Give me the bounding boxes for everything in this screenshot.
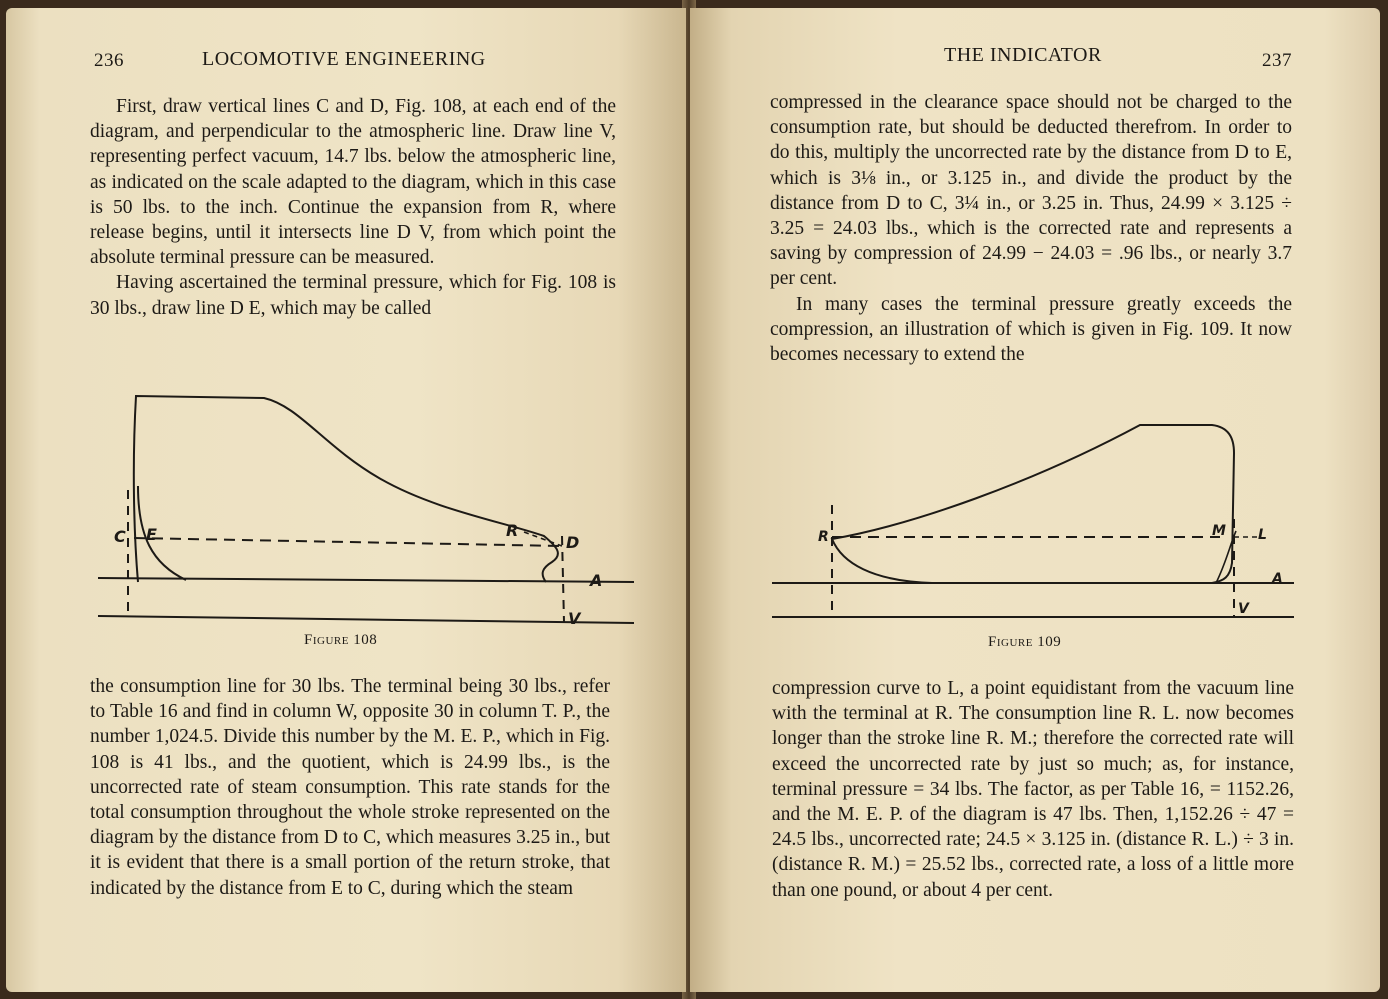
figure-108-caption: Figure 108 bbox=[304, 632, 378, 648]
right-paragraph-3: compression curve to L, a point equidistant from the vacuum line with the terminal at R. The consumption line R. L. now becomes longer than the stroke line R. M.; therefore the corrected rate will exceed the uncorrected rate by just so much; as, for instance, terminal pressure = 34 lbs. The factor, as per Table 16, = 1152.26, and the M. E. P. of the diagram is 47 lbs. Then, 1,152.26 ÷ 47 = 24.5 lbs., uncorrected rate; 24.5 × 3.125 in. (distance R. L.) ÷ 3 in. (distance R. M.) = 25.52 lbs., corrected rate, a loss of a little more than one pound, or about 4 per cent. bbox=[772, 678, 1294, 901]
left-paragraph-1: First, draw vertical lines C and D, Fig. 108, at each end of the diagram, and perpendicular to the atmospheric line. Draw line V, representing perfect vacuum, 14.7 lbs. below the atmospheric line, as indicated on the scale adapted to the diagram, which in this case is 50 lbs. to the inch. Continue the expansion from R, where release begins, until it intersects line D V, from which point the absolute terminal pressure can be measured. bbox=[90, 96, 616, 269]
figure-109-diagram bbox=[772, 413, 1302, 618]
diagram-outline bbox=[832, 425, 1234, 583]
left-page-title: LOCOMOTIVE ENGINEERING bbox=[202, 48, 486, 70]
right-paragraph-2: In many cases the terminal pressure greatly exceeds the compression, an illustration of which is given in Fig. 109. It now becomes necessary to extend the bbox=[770, 293, 1292, 366]
label-d: D bbox=[566, 533, 580, 552]
figure-109-caption: Figure 109 bbox=[988, 634, 1062, 650]
right-page-title: THE INDICATOR bbox=[944, 44, 1102, 66]
label-r: R bbox=[506, 521, 519, 540]
label-v: V bbox=[568, 609, 581, 628]
label-a: A bbox=[590, 571, 603, 590]
label-m: M bbox=[1212, 523, 1226, 539]
right-paragraph-1: compressed in the clearance space should not be charged to the consumption rate, but should be deducted therefrom. In order to do this, multiply the uncorrected rate by the distance from D to E, which is 3⅛ in., or 3.125 in., and divide the product by the distance from D to C, 3¼ in., or 3.25 in. Thus, 24.99 × 3.125 ÷ 3.25 = 24.03 lbs., which is the corrected rate and represents a saving by compression of 24.99 − 24.03 = .96 lbs., or nearly 3.7 per cent. bbox=[770, 92, 1292, 290]
label-r: R bbox=[818, 529, 829, 545]
expansion-continuation bbox=[524, 532, 562, 546]
right-page-number: 237 bbox=[1262, 50, 1292, 71]
right-text-bottom bbox=[772, 676, 1294, 903]
left-page-number: 236 bbox=[94, 50, 124, 71]
left-text-top bbox=[90, 94, 616, 321]
label-e: E bbox=[146, 525, 157, 544]
left-paragraph-3: the consumption line for 30 lbs. The terminal being 30 lbs., refer to Table 16 and find in column W, opposite 30 in column T. P., the number 1,024.5. Divide this number by the M. E. P., which in Fig. 108 is 41 lbs., and the quotient, which is 24.99 lbs., is the uncorrected rate of steam consumption. This rate stands for the total consumption throughout the whole stroke represented on the diagram by the distance from D to C, which measures 3.25 in., but it is evident that there is a small portion of the return stroke, that indicated by the distance from E to C, during which the steam bbox=[90, 676, 610, 899]
diagram-outline bbox=[134, 396, 558, 582]
line-d-v bbox=[562, 536, 564, 622]
label-a: A bbox=[1272, 571, 1283, 587]
label-c: C bbox=[114, 527, 126, 546]
right-text-top bbox=[770, 90, 1292, 367]
figure-108-diagram bbox=[94, 386, 634, 626]
left-paragraph-2: Having ascertained the terminal pressure, which for Fig. 108 is 30 lbs., draw line D E, which may be called bbox=[90, 272, 616, 319]
atmospheric-line bbox=[98, 578, 634, 582]
left-page bbox=[6, 8, 686, 992]
vacuum-line bbox=[98, 616, 634, 623]
left-text-bottom bbox=[90, 674, 610, 901]
label-l: L bbox=[1258, 527, 1267, 543]
label-v: V bbox=[1238, 601, 1249, 617]
consumption-line bbox=[134, 538, 562, 546]
right-page bbox=[690, 8, 1380, 992]
